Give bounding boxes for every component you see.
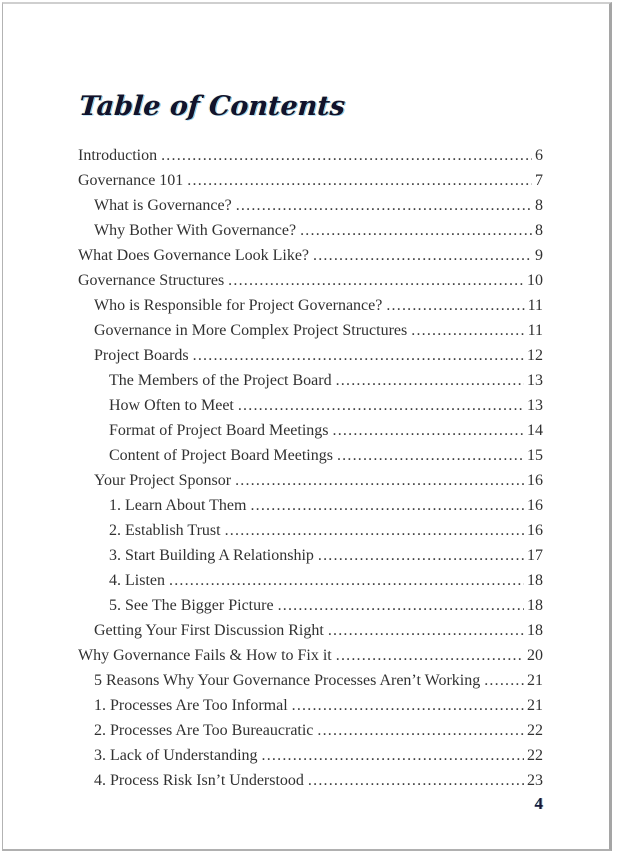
toc-leader-dots bbox=[262, 743, 524, 768]
toc-leader-dots bbox=[236, 193, 532, 218]
toc-entry-title: 2. Establish Trust bbox=[109, 522, 221, 539]
toc-entry-page: 20 bbox=[527, 647, 543, 664]
toc-entry[interactable] bbox=[78, 293, 543, 318]
toc-entry[interactable] bbox=[78, 243, 543, 268]
toc-leader-dots bbox=[161, 143, 532, 168]
toc-entry[interactable] bbox=[78, 193, 543, 218]
toc-entry-title: Why Bother With Governance? bbox=[94, 222, 297, 239]
toc-entry-title: Project Boards bbox=[94, 347, 189, 364]
toc-entry-page: 11 bbox=[527, 297, 543, 314]
toc-entry[interactable] bbox=[78, 143, 543, 168]
toc-leader-dots bbox=[228, 268, 524, 293]
toc-entry[interactable] bbox=[78, 543, 543, 568]
toc-entry-title: Who is Responsible for Project Governance? bbox=[94, 297, 383, 314]
toc-list bbox=[78, 143, 543, 793]
toc-entry[interactable] bbox=[78, 318, 543, 343]
toc-entry-page: 18 bbox=[527, 572, 543, 589]
toc-entry[interactable] bbox=[78, 343, 543, 368]
toc-leader-dots bbox=[333, 418, 524, 443]
toc-entry-page: 10 bbox=[527, 272, 543, 289]
toc-entry-page: 18 bbox=[527, 622, 543, 639]
toc-entry-title: Getting Your First Discussion Right bbox=[94, 622, 324, 639]
toc-entry-title: 5. See The Bigger Picture bbox=[109, 597, 274, 614]
toc-entry[interactable] bbox=[78, 743, 543, 768]
toc-entry-page: 8 bbox=[535, 222, 543, 239]
toc-entry-title: Governance in More Complex Project Structures bbox=[94, 322, 408, 339]
toc-leader-dots bbox=[411, 318, 524, 343]
toc-entry-title: Governance Structures bbox=[78, 272, 225, 289]
toc-leader-dots bbox=[308, 768, 524, 793]
toc-leader-dots bbox=[484, 668, 524, 693]
toc-entry[interactable] bbox=[78, 718, 543, 743]
toc-entry[interactable] bbox=[78, 418, 543, 443]
toc-entry[interactable] bbox=[78, 568, 543, 593]
toc-entry-page: 18 bbox=[527, 597, 543, 614]
toc-entry[interactable] bbox=[78, 518, 543, 543]
toc-title: Table of Contents bbox=[78, 91, 347, 122]
toc-leader-dots bbox=[336, 643, 524, 668]
toc-entry-title: How Often to Meet bbox=[109, 397, 234, 414]
toc-entry-page: 21 bbox=[527, 697, 543, 714]
page-sheet bbox=[2, 2, 612, 851]
toc-leader-dots bbox=[313, 243, 532, 268]
toc-entry-page: 15 bbox=[527, 447, 543, 464]
toc-leader-dots bbox=[386, 293, 524, 318]
toc-entry-title: 1. Processes Are Too Informal bbox=[94, 697, 288, 714]
toc-entry-page: 16 bbox=[527, 472, 543, 489]
toc-entry-page: 9 bbox=[535, 247, 543, 264]
toc-entry[interactable] bbox=[78, 618, 543, 643]
toc-leader-dots bbox=[318, 543, 524, 568]
toc-entry-title: 3. Lack of Understanding bbox=[94, 747, 258, 764]
page-number: 4 bbox=[534, 794, 543, 813]
toc-entry-title: Content of Project Board Meetings bbox=[109, 447, 333, 464]
toc-entry[interactable] bbox=[78, 468, 543, 493]
toc-entry-page: 12 bbox=[527, 347, 543, 364]
toc-entry-page: 8 bbox=[535, 197, 543, 214]
toc-entry-title: Format of Project Board Meetings bbox=[109, 422, 329, 439]
toc-entry-page: 14 bbox=[527, 422, 543, 439]
toc-entry-page: 7 bbox=[535, 172, 543, 189]
toc-entry[interactable] bbox=[78, 593, 543, 618]
toc-entry-title: 4. Listen bbox=[109, 572, 165, 589]
toc-entry-page: 6 bbox=[535, 147, 543, 164]
page-content bbox=[78, 4, 543, 814]
toc-leader-dots bbox=[250, 493, 524, 518]
toc-entry-page: 22 bbox=[527, 747, 543, 764]
toc-entry-title: 2. Processes Are Too Bureaucratic bbox=[94, 722, 314, 739]
toc-entry-page: 22 bbox=[527, 722, 543, 739]
toc-entry-page: 21 bbox=[527, 672, 543, 689]
toc-leader-dots bbox=[169, 568, 524, 593]
toc-entry-page: 17 bbox=[527, 547, 543, 564]
toc-leader-dots bbox=[337, 443, 524, 468]
toc-leader-dots bbox=[317, 718, 524, 743]
toc-entry-title: The Members of the Project Board bbox=[109, 372, 332, 389]
toc-leader-dots bbox=[300, 218, 532, 243]
toc-entry-title: What is Governance? bbox=[94, 197, 232, 214]
toc-entry[interactable] bbox=[78, 443, 543, 468]
toc-leader-dots bbox=[235, 468, 524, 493]
toc-leader-dots bbox=[278, 593, 524, 618]
toc-entry-title: Why Governance Fails & How to Fix it bbox=[78, 647, 332, 664]
toc-entry[interactable] bbox=[78, 493, 543, 518]
toc-leader-dots bbox=[187, 168, 532, 193]
toc-entry[interactable] bbox=[78, 268, 543, 293]
toc-leader-dots bbox=[328, 618, 524, 643]
toc-entry[interactable] bbox=[78, 168, 543, 193]
toc-leader-dots bbox=[336, 368, 524, 393]
toc-leader-dots bbox=[225, 518, 524, 543]
toc-entry[interactable] bbox=[78, 218, 543, 243]
toc-entry-page: 11 bbox=[527, 322, 543, 339]
toc-entry-title: 5 Reasons Why Your Governance Processes Aren’t Working bbox=[94, 672, 481, 689]
toc-entry-title: Governance 101 bbox=[78, 172, 184, 189]
toc-entry-title: Introduction bbox=[78, 147, 158, 164]
toc-entry[interactable] bbox=[78, 668, 543, 693]
toc-entry-title: 3. Start Building A Relationship bbox=[109, 547, 314, 564]
toc-entry[interactable] bbox=[78, 643, 543, 668]
toc-entry-page: 16 bbox=[527, 497, 543, 514]
toc-leader-dots bbox=[292, 693, 524, 718]
toc-entry-page: 13 bbox=[527, 397, 543, 414]
toc-entry-page: 13 bbox=[527, 372, 543, 389]
toc-entry-title: Your Project Sponsor bbox=[94, 472, 232, 489]
toc-entry[interactable] bbox=[78, 693, 543, 718]
toc-entry[interactable] bbox=[78, 768, 543, 793]
toc-entry-page: 16 bbox=[527, 522, 543, 539]
toc-leader-dots bbox=[193, 343, 524, 368]
toc-entry-title: 4. Process Risk Isn’t Understood bbox=[94, 772, 304, 789]
toc-entry[interactable] bbox=[78, 393, 543, 418]
toc-entry-title: What Does Governance Look Like? bbox=[78, 247, 310, 264]
toc-entry-page: 23 bbox=[527, 772, 543, 789]
toc-entry-title: 1. Learn About Them bbox=[109, 497, 247, 514]
toc-leader-dots bbox=[238, 393, 524, 418]
toc-entry[interactable] bbox=[78, 368, 543, 393]
